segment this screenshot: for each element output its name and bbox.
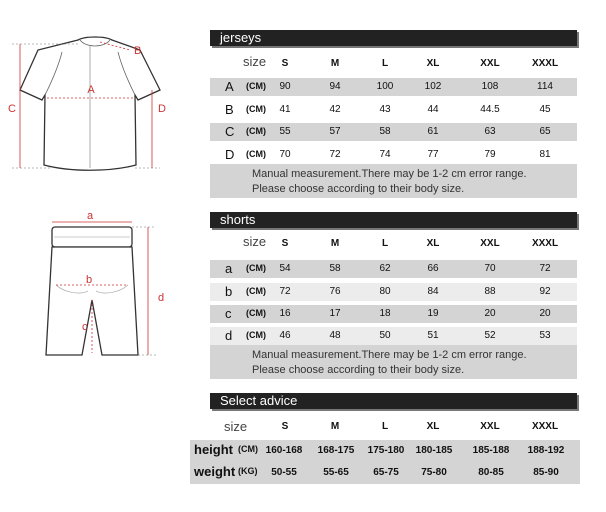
shorts-header: shorts — [210, 212, 577, 228]
cell: 72 — [539, 263, 551, 274]
advice-size-row — [210, 415, 577, 439]
row-key: weight — [194, 464, 236, 479]
row-unit: (CM) — [246, 330, 266, 340]
col-header: XXL — [480, 238, 500, 249]
row-unit: (CM) — [238, 444, 258, 454]
row-key: b — [225, 284, 233, 299]
row-unit: (CM) — [246, 308, 266, 318]
col-header: M — [330, 238, 340, 249]
jerseys-header: jerseys — [210, 30, 577, 46]
row-key: D — [225, 147, 235, 162]
col-header: L — [381, 238, 389, 249]
col-header: XXXL — [531, 421, 559, 432]
row-key: C — [225, 124, 235, 139]
col-header: M — [330, 58, 340, 69]
jersey-label-a: A — [87, 84, 95, 96]
cell: 61 — [427, 126, 439, 137]
cell: 188-192 — [527, 445, 565, 456]
table-row — [210, 146, 577, 164]
cell: 16 — [279, 308, 291, 319]
table-row — [210, 78, 577, 96]
table-row — [210, 260, 577, 278]
row-unit: (KG) — [238, 466, 258, 476]
cell: 58 — [379, 126, 391, 137]
row-unit: (CM) — [246, 81, 266, 91]
table-row — [210, 327, 577, 345]
shorts-label-d: d — [158, 292, 165, 304]
cell: 94 — [329, 81, 341, 92]
col-header: XL — [426, 58, 440, 69]
cell: 45 — [539, 104, 551, 115]
row-unit: (CM) — [246, 126, 266, 136]
jerseys-note — [210, 164, 577, 198]
cell: 53 — [539, 330, 551, 341]
table-row — [210, 123, 577, 141]
cell: 43 — [379, 104, 391, 115]
cell: 52 — [484, 330, 496, 341]
cell: 180-185 — [415, 445, 453, 456]
advice-size-label: size — [224, 419, 248, 434]
table-row — [190, 462, 580, 484]
col-header: XL — [426, 238, 440, 249]
cell: 85-90 — [533, 467, 559, 478]
shorts-size-label: size — [243, 234, 267, 249]
jerseys-size-label: size — [243, 54, 267, 69]
cell: 65 — [539, 126, 551, 137]
cell: 46 — [279, 330, 291, 341]
col-header: XXL — [480, 421, 500, 432]
shorts-size-row — [210, 230, 577, 254]
cell: 70 — [279, 149, 291, 160]
cell: 54 — [279, 263, 291, 274]
cell: 84 — [427, 286, 439, 297]
cell: 92 — [539, 286, 551, 297]
row-unit: (CM) — [246, 286, 266, 296]
jersey-diagram — [0, 20, 200, 190]
cell: 41 — [279, 104, 291, 115]
advice-header: Select advice — [210, 393, 577, 409]
shorts-label-b: b — [86, 274, 93, 286]
jersey-label-b: B — [134, 45, 142, 57]
cell: 55-65 — [323, 467, 349, 478]
cell: 76 — [329, 286, 341, 297]
cell: 63 — [484, 126, 496, 137]
row-unit: (CM) — [246, 149, 266, 159]
row-key: height — [194, 442, 233, 457]
row-unit: (CM) — [246, 104, 266, 114]
cell: 42 — [329, 104, 341, 115]
note-line: Manual measurement.There may be 1-2 cm error range. — [252, 168, 527, 180]
col-header: XXXL — [531, 238, 559, 249]
col-header: XXL — [480, 58, 500, 69]
row-key: c — [225, 306, 232, 321]
row-unit: (CM) — [246, 263, 266, 273]
col-header: S — [281, 421, 289, 432]
cell: 88 — [484, 286, 496, 297]
col-header: XXXL — [531, 58, 559, 69]
cell: 19 — [427, 308, 439, 319]
cell: 102 — [424, 81, 442, 92]
cell: 70 — [484, 263, 496, 274]
cell: 160-168 — [265, 445, 303, 456]
col-header: L — [381, 58, 389, 69]
cell: 50 — [379, 330, 391, 341]
cell: 65-75 — [373, 467, 399, 478]
cell: 79 — [484, 149, 496, 160]
cell: 168-175 — [317, 445, 355, 456]
cell: 175-180 — [367, 445, 405, 456]
col-header: XL — [426, 421, 440, 432]
shorts-note — [210, 345, 577, 379]
cell: 58 — [329, 263, 341, 274]
cell: 72 — [329, 149, 341, 160]
cell: 55 — [279, 126, 291, 137]
cell: 17 — [329, 308, 341, 319]
note-line: Please choose according to their body size. — [252, 364, 465, 376]
row-key: A — [225, 79, 234, 94]
cell: 20 — [484, 308, 496, 319]
cell: 185-188 — [472, 445, 510, 456]
table-row — [210, 305, 577, 323]
shorts-label-c: c — [82, 321, 88, 333]
cell: 57 — [329, 126, 341, 137]
cell: 44 — [427, 104, 439, 115]
cell: 90 — [279, 81, 291, 92]
cell: 100 — [376, 81, 394, 92]
cell: 18 — [379, 308, 391, 319]
cell: 80-85 — [478, 467, 504, 478]
note-line: Please choose according to their body size. — [252, 183, 465, 195]
row-key: B — [225, 102, 234, 117]
cell: 44.5 — [480, 104, 500, 115]
cell: 114 — [537, 81, 553, 92]
col-header: L — [381, 421, 389, 432]
cell: 62 — [379, 263, 391, 274]
col-header: S — [281, 238, 289, 249]
cell: 48 — [329, 330, 341, 341]
table-row — [190, 440, 580, 462]
jersey-label-d: D — [158, 103, 166, 115]
cell: 81 — [539, 149, 551, 160]
cell: 77 — [427, 149, 439, 160]
cell: 74 — [379, 149, 391, 160]
cell: 72 — [279, 286, 291, 297]
note-line: Manual measurement.There may be 1-2 cm error range. — [252, 349, 527, 361]
cell: 50-55 — [271, 467, 297, 478]
jersey-label-c: C — [8, 103, 16, 115]
cell: 51 — [427, 330, 439, 341]
shorts-diagram — [20, 205, 195, 375]
cell: 20 — [539, 308, 551, 319]
cell: 75-80 — [421, 467, 447, 478]
cell: 66 — [427, 263, 439, 274]
cell: 108 — [481, 81, 499, 92]
jerseys-size-row — [210, 50, 577, 74]
col-header: S — [281, 58, 289, 69]
cell: 80 — [379, 286, 391, 297]
shorts-label-a: a — [86, 210, 94, 222]
row-key: d — [225, 328, 233, 343]
col-header: M — [330, 421, 340, 432]
table-row — [210, 101, 577, 119]
row-key: a — [225, 261, 233, 276]
table-row — [210, 283, 577, 301]
